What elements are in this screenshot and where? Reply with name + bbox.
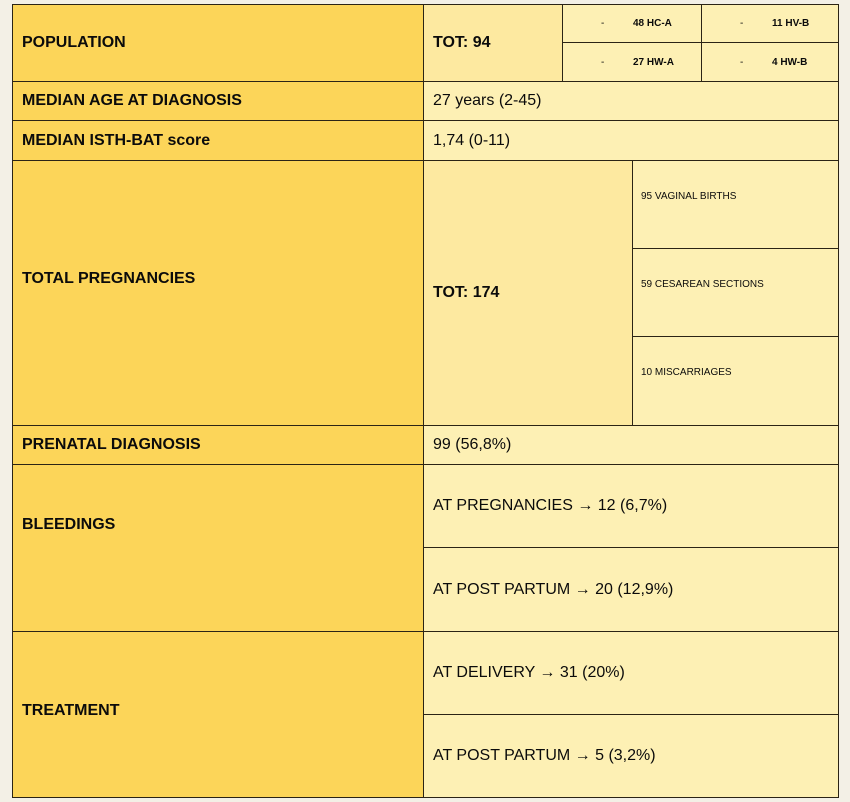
treatment-label: TREATMENT: [22, 702, 120, 719]
bleedings-label-cell: [12, 464, 424, 632]
population-subgroup-cell: [562, 4, 702, 43]
treatment-value: AT DELIVERY → 31 (20%): [433, 664, 625, 681]
prenatal-label-cell: [12, 425, 424, 465]
median-isth-label-cell: [12, 120, 424, 161]
treatment-value: AT POST PARTUM → 5 (3,2%): [433, 747, 656, 764]
pregnancy-outcome: 59 CESAREAN SECTIONS: [641, 279, 764, 290]
bleedings-value: AT POST PARTUM → 20 (12,9%): [433, 580, 674, 598]
median-isth-label: MEDIAN ISTH-BAT score: [22, 131, 211, 149]
pregnancies-total-cell: [423, 160, 633, 426]
pregnancies-label-cell: [12, 160, 424, 426]
treatment-value-cell: [423, 631, 839, 715]
median-age-value: 27 years (2-45): [433, 92, 542, 109]
median-isth-value: 1,74 (0-11): [433, 131, 511, 149]
median-age-label: MEDIAN AGE AT DIAGNOSIS: [22, 92, 242, 109]
bleedings-value: AT PREGNANCIES → 12 (6,7%): [433, 497, 668, 514]
population-label: POPULATION: [22, 34, 126, 51]
treatment-value-cell: [423, 714, 839, 798]
population-subgroup-cell: [701, 42, 839, 82]
subgroup-dash: -: [740, 18, 744, 29]
treatment-label-cell: [12, 631, 424, 798]
prenatal-value: 99 (56,8%): [433, 436, 512, 453]
subgroup-dash: -: [740, 56, 744, 68]
subgroup-dash: -: [601, 18, 605, 29]
pregnancies-label: TOTAL PREGNANCIES: [22, 270, 196, 287]
population-subgroup-cell: [562, 42, 702, 82]
subgroup-value: 27 HW-A: [633, 56, 674, 68]
bleedings-value-cell: [423, 464, 839, 548]
subgroup-dash: -: [601, 56, 605, 68]
population-subgroup-cell: [701, 4, 839, 43]
median-age-value-cell: [423, 81, 839, 121]
pregnancy-outcome-cell: [632, 336, 839, 426]
prenatal-value-cell: [423, 425, 839, 465]
population-total-cell: [423, 4, 563, 82]
median-isth-value-cell: [423, 120, 839, 161]
subgroup-value: 11 HV-B: [772, 18, 810, 29]
prenatal-label: PRENATAL DIAGNOSIS: [22, 436, 201, 453]
median-age-label-cell: [12, 81, 424, 121]
pregnancy-outcome: 95 VAGINAL BIRTHS: [641, 191, 737, 202]
subgroup-value: 4 HW-B: [772, 56, 808, 68]
population-total: TOT: 94: [433, 34, 491, 51]
pregnancies-total: TOT: 174: [433, 284, 500, 301]
bleedings-label: BLEEDINGS: [22, 516, 116, 533]
pregnancy-outcome: 10 MISCARRIAGES: [641, 367, 732, 378]
population-label-cell: [12, 4, 424, 82]
subgroup-value: 48 HC-A: [633, 18, 672, 29]
bleedings-value-cell: [423, 547, 839, 632]
pregnancy-outcome-cell: [632, 248, 839, 337]
pregnancy-outcome-cell: [632, 160, 839, 249]
